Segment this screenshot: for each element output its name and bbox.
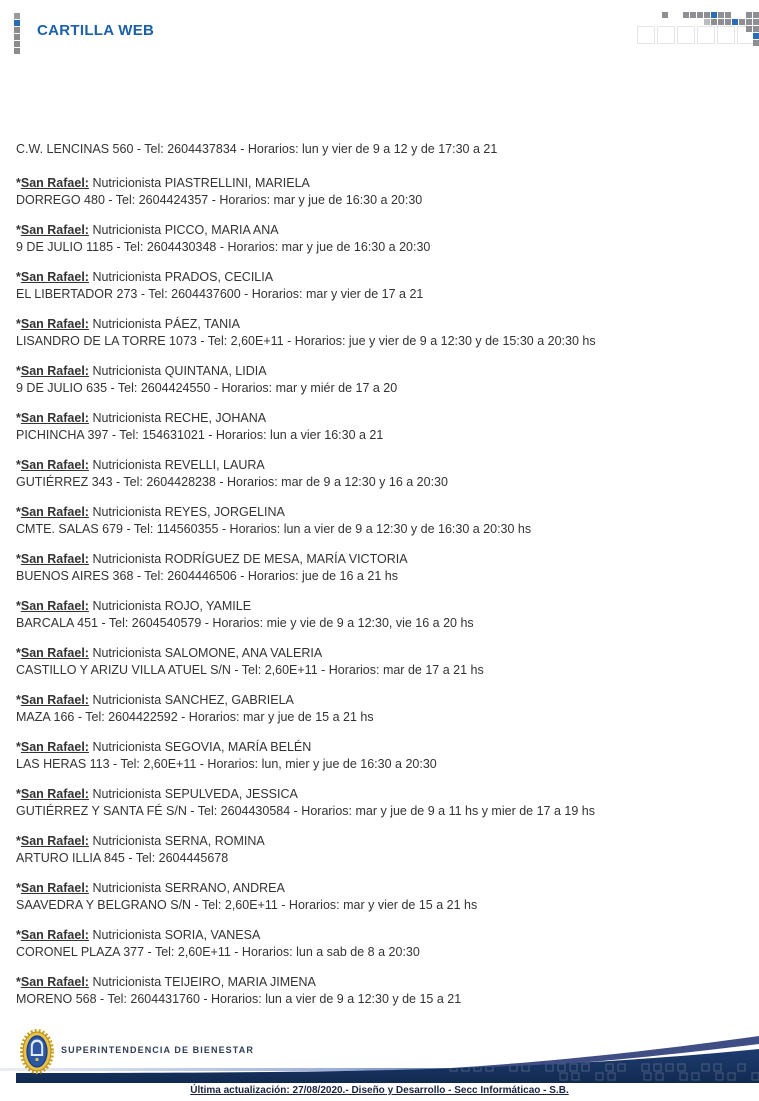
- provider-name: Nutricionista SEGOVIA, MARÍA BELÉN: [88, 740, 312, 754]
- provider-name-line: [16, 927, 753, 944]
- superintendencia-emblem-icon: [20, 1029, 54, 1074]
- location-prefix: *: [16, 458, 21, 472]
- location-label: San Rafael:: [20, 364, 89, 378]
- location-prefix: *: [16, 599, 21, 613]
- provider-details: EL LIBERTADOR 273 - Tel: 2604437600 - Horarios: mar y vier de 17 a 21: [16, 287, 424, 301]
- location-label: San Rafael:: [20, 740, 89, 754]
- provider-details: MAZA 166 - Tel: 2604422592 - Horarios: mar y jue de 15 a 21 hs: [16, 710, 374, 724]
- provider-name-line: [16, 410, 753, 427]
- provider-name: Nutricionista SORIA, VANESA: [88, 928, 261, 942]
- provider-name: Nutricionista PRADOS, CECILIA: [88, 270, 274, 284]
- mosaic-cell: [711, 19, 717, 25]
- provider-name-line: [16, 739, 753, 756]
- organization-name: SUPERINTENDENCIA DE BIENESTAR: [61, 1045, 254, 1055]
- provider-entry: [16, 316, 753, 350]
- provider-name-line: [16, 551, 753, 568]
- provider-entry: [16, 598, 753, 632]
- provider-details: 9 DE JULIO 1185 - Tel: 2604430348 - Horarios: mar y jue de 16:30 a 20:30: [16, 240, 431, 254]
- location-label: San Rafael:: [20, 223, 89, 237]
- provider-name: Nutricionista REYES, JORGELINA: [88, 505, 285, 519]
- mosaic-cell: [718, 12, 724, 18]
- provider-name-line: [16, 222, 753, 239]
- mosaic-cell: [697, 12, 703, 18]
- provider-entry: [16, 833, 753, 867]
- mosaic-cell: [739, 19, 745, 25]
- provider-entry: [16, 175, 753, 209]
- provider-name: Nutricionista PIASTRELLINI, MARIELA: [88, 176, 310, 190]
- location-label: San Rafael:: [20, 411, 89, 425]
- location-prefix: *: [16, 928, 21, 942]
- mosaic-cell: [690, 12, 696, 18]
- provider-listing: [16, 141, 753, 1021]
- provider-entry: [16, 739, 753, 773]
- provider-entry: [16, 551, 753, 585]
- logo-strip-cell: [14, 34, 20, 40]
- mosaic-cell: [725, 19, 731, 25]
- listing-continuation-line: C.W. LENCINAS 560 - Tel: 2604437834 - Horarios: lun y vier de 9 a 12 y de 17:30 a 21: [16, 142, 498, 156]
- logo-strip-cell: [14, 20, 20, 26]
- location-prefix: *: [16, 787, 21, 801]
- provider-name-line: [16, 692, 753, 709]
- provider-name-line: [16, 316, 753, 333]
- location-prefix: *: [16, 693, 21, 707]
- mosaic-cell: [732, 19, 738, 25]
- provider-entry: [16, 786, 753, 820]
- mosaic-cell: [711, 12, 717, 18]
- mosaic-outline-square: [717, 26, 735, 44]
- provider-details: MORENO 568 - Tel: 2604431760 - Horarios: lun a vier de 9 a 12:30 y de 15 a 21: [16, 992, 462, 1006]
- provider-entry: [16, 880, 753, 914]
- provider-details: ARTURO ILLIA 845 - Tel: 2604445678: [16, 851, 229, 865]
- provider-details: 9 DE JULIO 635 - Tel: 2604424550 - Horarios: mar y miér de 17 a 20: [16, 381, 398, 395]
- mosaic-cell: [746, 26, 752, 32]
- provider-entry: [16, 927, 753, 961]
- provider-name-line: [16, 363, 753, 380]
- mosaic-cell: [753, 19, 759, 25]
- logo-strip-cell: [14, 13, 20, 19]
- provider-details: SAAVEDRA Y BELGRANO S/N - Tel: 2,60E+11 - Horarios: mar y vier de 15 a 21 hs: [16, 898, 478, 912]
- location-prefix: *: [16, 411, 21, 425]
- mosaic-cell: [753, 33, 759, 39]
- provider-details: GUTIÉRREZ Y SANTA FÉ S/N - Tel: 2604430584 - Horarios: mar y jue de 9 a 11 hs y mier de 17 a 19 hs: [16, 804, 595, 818]
- logo-strip-cell: [14, 41, 20, 47]
- provider-details: LAS HERAS 113 - Tel: 2,60E+11 - Horarios: lun, mier y jue de 16:30 a 20:30: [16, 757, 437, 771]
- location-prefix: *: [16, 223, 21, 237]
- mosaic-cell: [746, 12, 752, 18]
- provider-name-line: [16, 269, 753, 286]
- provider-entry: [16, 692, 753, 726]
- provider-name-line: [16, 598, 753, 615]
- mosaic-cell: [704, 12, 710, 18]
- provider-details: BARCALA 451 - Tel: 2604540579 - Horarios: mie y vie de 9 a 12:30, vie 16 a 20 hs: [16, 616, 474, 630]
- location-prefix: *: [16, 176, 21, 190]
- provider-name-line: [16, 175, 753, 192]
- location-label: San Rafael:: [20, 552, 89, 566]
- provider-details: CORONEL PLAZA 377 - Tel: 2,60E+11 - Horarios: lun a sab de 8 a 20:30: [16, 945, 420, 959]
- provider-details: LISANDRO DE LA TORRE 1073 - Tel: 2,60E+11 - Horarios: jue y vier de 9 a 12:30 y de 15:30 a 20:30 hs: [16, 334, 596, 348]
- location-prefix: *: [16, 552, 21, 566]
- provider-name: Nutricionista REVELLI, LAURA: [88, 458, 265, 472]
- location-prefix: *: [16, 317, 21, 331]
- provider-details: PICHINCHA 397 - Tel: 154631021 - Horarios: lun a vier 16:30 a 21: [16, 428, 384, 442]
- provider-name: Nutricionista PICCO, MARIA ANA: [88, 223, 279, 237]
- provider-details: CMTE. SALAS 679 - Tel: 114560355 - Horarios: lun a vier de 9 a 12:30 y de 16:30 a 20:30 hs: [16, 522, 532, 536]
- mosaic-cell: [746, 19, 752, 25]
- provider-details: DORREGO 480 - Tel: 2604424357 - Horarios: mar y jue de 16:30 a 20:30: [16, 193, 423, 207]
- location-prefix: *: [16, 740, 21, 754]
- location-label: San Rafael:: [20, 646, 89, 660]
- provider-name: Nutricionista TEIJEIRO, MARIA JIMENA: [88, 975, 316, 989]
- location-label: San Rafael:: [20, 458, 89, 472]
- mosaic-outline-square: [737, 26, 755, 44]
- location-label: San Rafael:: [20, 317, 89, 331]
- location-label: San Rafael:: [20, 881, 89, 895]
- mosaic-cell: [753, 26, 759, 32]
- provider-name: Nutricionista QUINTANA, LIDIA: [88, 364, 267, 378]
- mosaic-cell: [753, 12, 759, 18]
- logo-strip-cell: [14, 48, 20, 54]
- mosaic-outline-square: [697, 26, 715, 44]
- location-prefix: *: [16, 270, 21, 284]
- location-label: San Rafael:: [20, 693, 89, 707]
- location-prefix: *: [16, 975, 21, 989]
- provider-details: BUENOS AIRES 368 - Tel: 2604446506 - Horarios: jue de 16 a 21 hs: [16, 569, 398, 583]
- location-prefix: *: [16, 364, 21, 378]
- location-label: San Rafael:: [20, 787, 89, 801]
- mosaic-cell: [725, 12, 731, 18]
- provider-entry: [16, 222, 753, 256]
- mosaic-cell: [718, 19, 724, 25]
- provider-entry: [16, 410, 753, 444]
- location-prefix: *: [16, 646, 21, 660]
- mosaic-outline-square: [657, 26, 675, 44]
- logo-strip-icon: [14, 13, 20, 55]
- location-prefix: *: [16, 834, 21, 848]
- provider-entry: [16, 269, 753, 303]
- mosaic-cell: [683, 12, 689, 18]
- location-label: San Rafael:: [20, 928, 89, 942]
- mosaic-cell: [704, 19, 710, 25]
- provider-entries: [16, 175, 753, 1008]
- provider-name: Nutricionista RODRÍGUEZ DE MESA, MARÍA VICTORIA: [88, 552, 408, 566]
- location-label: San Rafael:: [20, 599, 89, 613]
- provider-name-line: [16, 974, 753, 991]
- provider-name-line: [16, 504, 753, 521]
- provider-name-line: [16, 457, 753, 474]
- provider-entry: [16, 504, 753, 538]
- provider-name: Nutricionista SERNA, ROMINA: [88, 834, 265, 848]
- provider-name: Nutricionista SERRANO, ANDREA: [88, 881, 285, 895]
- location-prefix: *: [16, 881, 21, 895]
- location-prefix: *: [16, 505, 21, 519]
- location-label: San Rafael:: [20, 505, 89, 519]
- mosaic-outline-square: [637, 26, 655, 44]
- provider-entry: [16, 974, 753, 1008]
- provider-name-line: [16, 880, 753, 897]
- last-update-line: Última actualización: 27/08/2020.- Diseño y Desarrollo - Secc Informáticao - S.B.: [190, 1085, 569, 1096]
- provider-name-line: [16, 645, 753, 662]
- location-label: San Rafael:: [20, 176, 89, 190]
- mosaic-cell: [753, 40, 759, 46]
- provider-entry: [16, 645, 753, 679]
- provider-name: Nutricionista SEPULVEDA, JESSICA: [88, 787, 298, 801]
- mosaic-outline-square: [677, 26, 695, 44]
- location-label: San Rafael:: [20, 975, 89, 989]
- provider-details: CASTILLO Y ARIZU VILLA ATUEL S/N - Tel: 2,60E+11 - Horarios: mar de 17 a 21 hs: [16, 663, 484, 677]
- provider-entry: [16, 457, 753, 491]
- provider-name: Nutricionista RECHE, JOHANA: [88, 411, 267, 425]
- location-label: San Rafael:: [20, 834, 89, 848]
- provider-name: Nutricionista ROJO, YAMILE: [88, 599, 252, 613]
- provider-name-line: [16, 786, 753, 803]
- provider-name-line: [16, 833, 753, 850]
- mosaic-cell: [662, 12, 668, 18]
- provider-entry: [16, 363, 753, 397]
- provider-name: Nutricionista PÁEZ, TANIA: [88, 317, 240, 331]
- provider-name: Nutricionista SANCHEZ, GABRIELA: [88, 693, 294, 707]
- page-title: CARTILLA WEB: [37, 22, 155, 39]
- logo-strip-cell: [14, 27, 20, 33]
- location-label: San Rafael:: [20, 270, 89, 284]
- provider-name: Nutricionista SALOMONE, ANA VALERIA: [88, 646, 323, 660]
- provider-details: GUTIÉRREZ 343 - Tel: 2604428238 - Horarios: mar de 9 a 12:30 y 16 a 20:30: [16, 475, 448, 489]
